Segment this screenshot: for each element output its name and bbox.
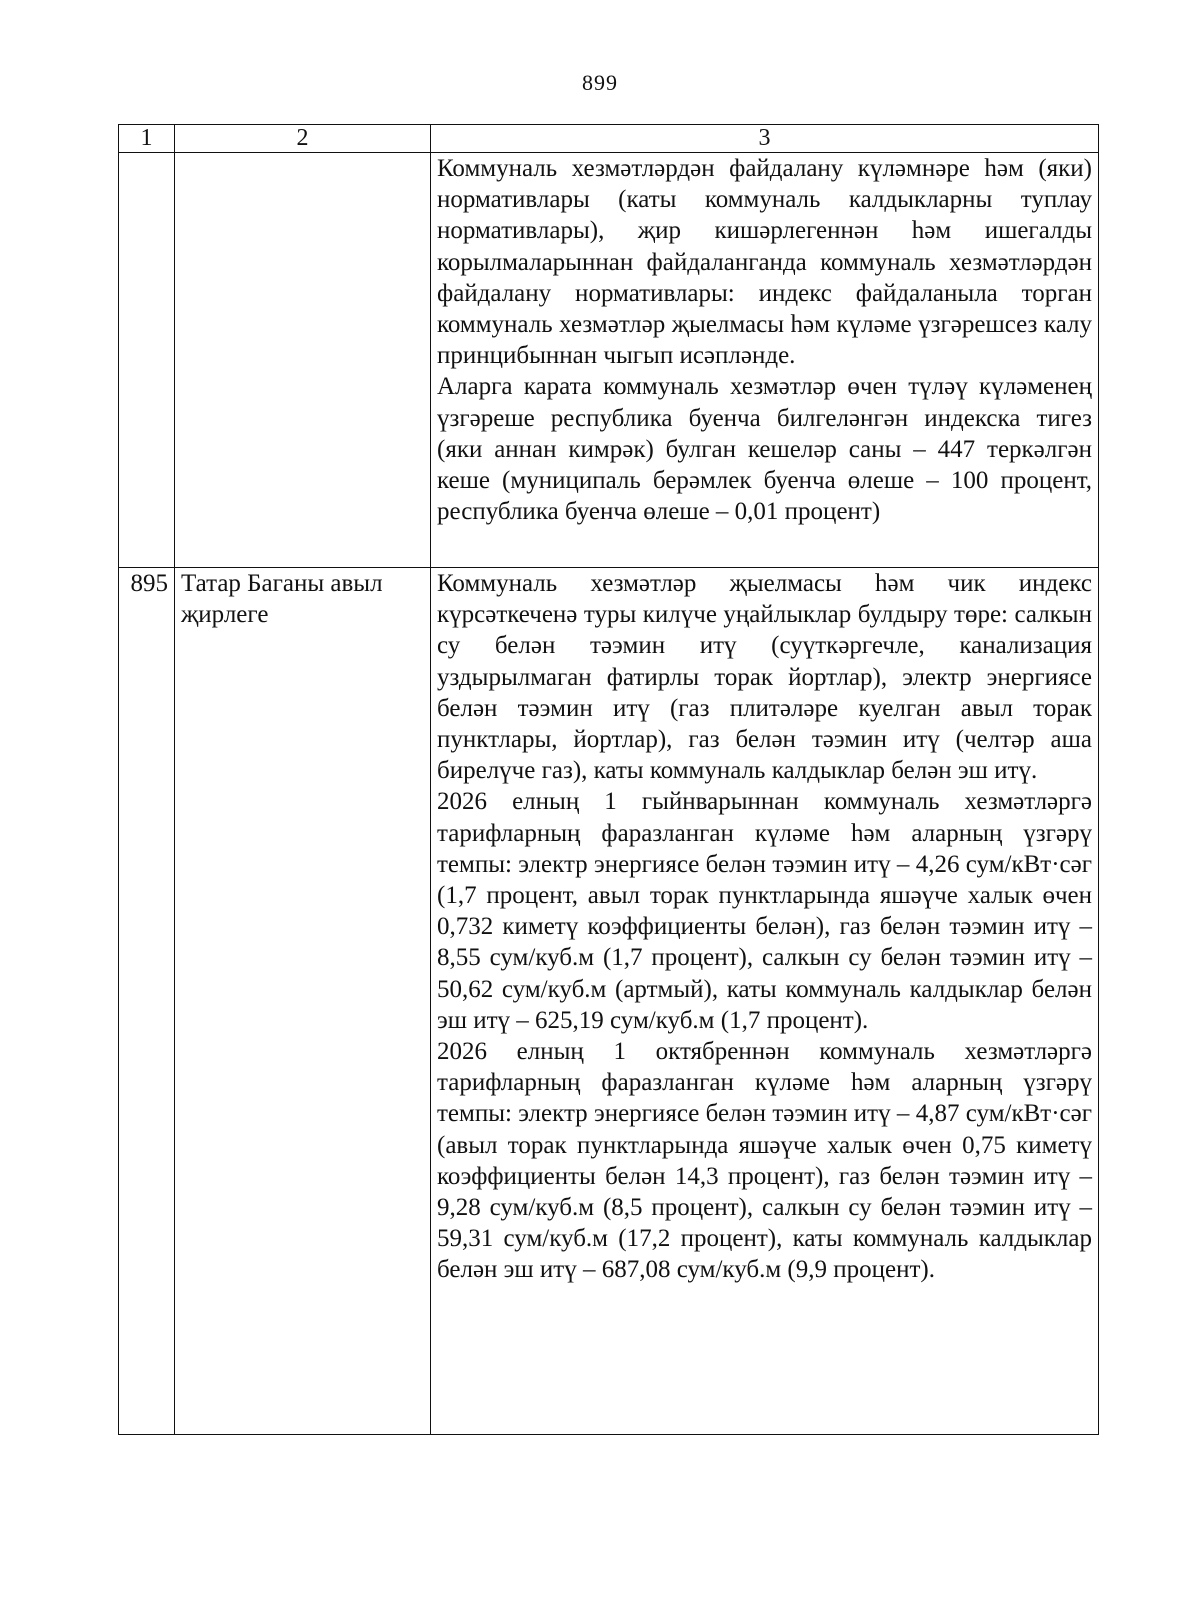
column-header-3: 3 xyxy=(431,125,1099,153)
description-cell xyxy=(431,153,1099,568)
description-paragraph: Аларга карата коммуналь хезмәтләр өчен түләү күләменең үзгәреше республика буенча билгеләнгән индекска тигез (яки аннан кимрәк) булган кешеләр саны – 447 теркәлгән кеше (муниципаль берәмлек буенча өлеше – 100 процент, республика буенча өлеше – 0,01 процент) xyxy=(437,373,1092,526)
description-paragraph: Коммуналь хезмәтләрдән файдалану күләмнәре һәм (яки) нормативлары (каты коммуналь калдыкларны туплау нормативлары), җир кишәрлегеннән һәм ишегалды корылмаларыннан файдаланганда коммуналь хезмәтләрдән файдалану нормативлары: индекс файдаланыла торган коммуналь хезмәтләр җыелмасы һәм күләме үзгәрешсез калу принцибыннан чыгып исәпләнде. xyxy=(437,155,1092,370)
row-number-cell xyxy=(119,153,175,568)
description-paragraph: Коммуналь хезмәтләр җыелмасы һәм чик индекс күрсәткеченә туры килүче уңайлыклар булдыру төре: салкын су белән тәэмин итү (суүткәргечле, канализация уздырылмаган фатирлы торак йортлар), электр энергиясе белән тәэмин итү (газ плитәләре куелган авыл торак пунктлары, йортлар), газ белән тәэмин итү (челтәр аша бирелүче газ), каты коммуналь калдыклар белән эш итү. xyxy=(437,570,1092,785)
table-row xyxy=(119,153,1099,568)
column-header-2: 2 xyxy=(175,125,431,153)
municipality-name-cell: Татар Баганы авыл җирлеге xyxy=(175,568,431,1435)
document-table xyxy=(118,124,1099,1435)
page-number: 899 xyxy=(582,70,618,95)
row-number-cell: 895 xyxy=(119,568,175,1435)
table-header-row xyxy=(119,125,1099,153)
description-cell xyxy=(431,568,1099,1435)
description-paragraph: 2026 елның 1 гыйнварыннан коммуналь хезмәтләргә тарифларның фаразланган күләме һәм аларның үзгәрү темпы: электр энергиясе белән тәэмин итү – 4,26 сум/кВт·сәг (1,7 процент, авыл торак пунктларында яшәүче халык өчен 0,732 киметү коэффициенты белән), газ белән тәэмин итү – 8,55 сум/куб.м (1,7 процент), салкын су белән тәэмин итү – 50,62 сум/куб.м (артмый), каты коммуналь калдыклар белән эш итү – 625,19 сум/куб.м (1,7 процент). xyxy=(437,788,1092,1034)
description-paragraph: 2026 елның 1 октябреннән коммуналь хезмәтләргә тарифларның фаразланган күләме һәм аларның үзгәрү темпы: электр энергиясе белән тәэмин итү – 4,87 сум/кВт·сәг (авыл торак пунктларында яшәүче халык өчен 0,75 киметү коэффициенты белән 14,3 процент), газ белән тәэмин итү – 9,28 сум/куб.м (8,5 процент), салкын су белән тәэмин итү – 59,31 сум/куб.м (17,2 процент), каты коммуналь калдыклар белән эш итү – 687,08 сум/куб.м (9,9 процент). xyxy=(437,1038,1092,1284)
municipality-name-cell xyxy=(175,153,431,568)
column-header-1: 1 xyxy=(119,125,175,153)
table-row xyxy=(119,568,1099,1435)
